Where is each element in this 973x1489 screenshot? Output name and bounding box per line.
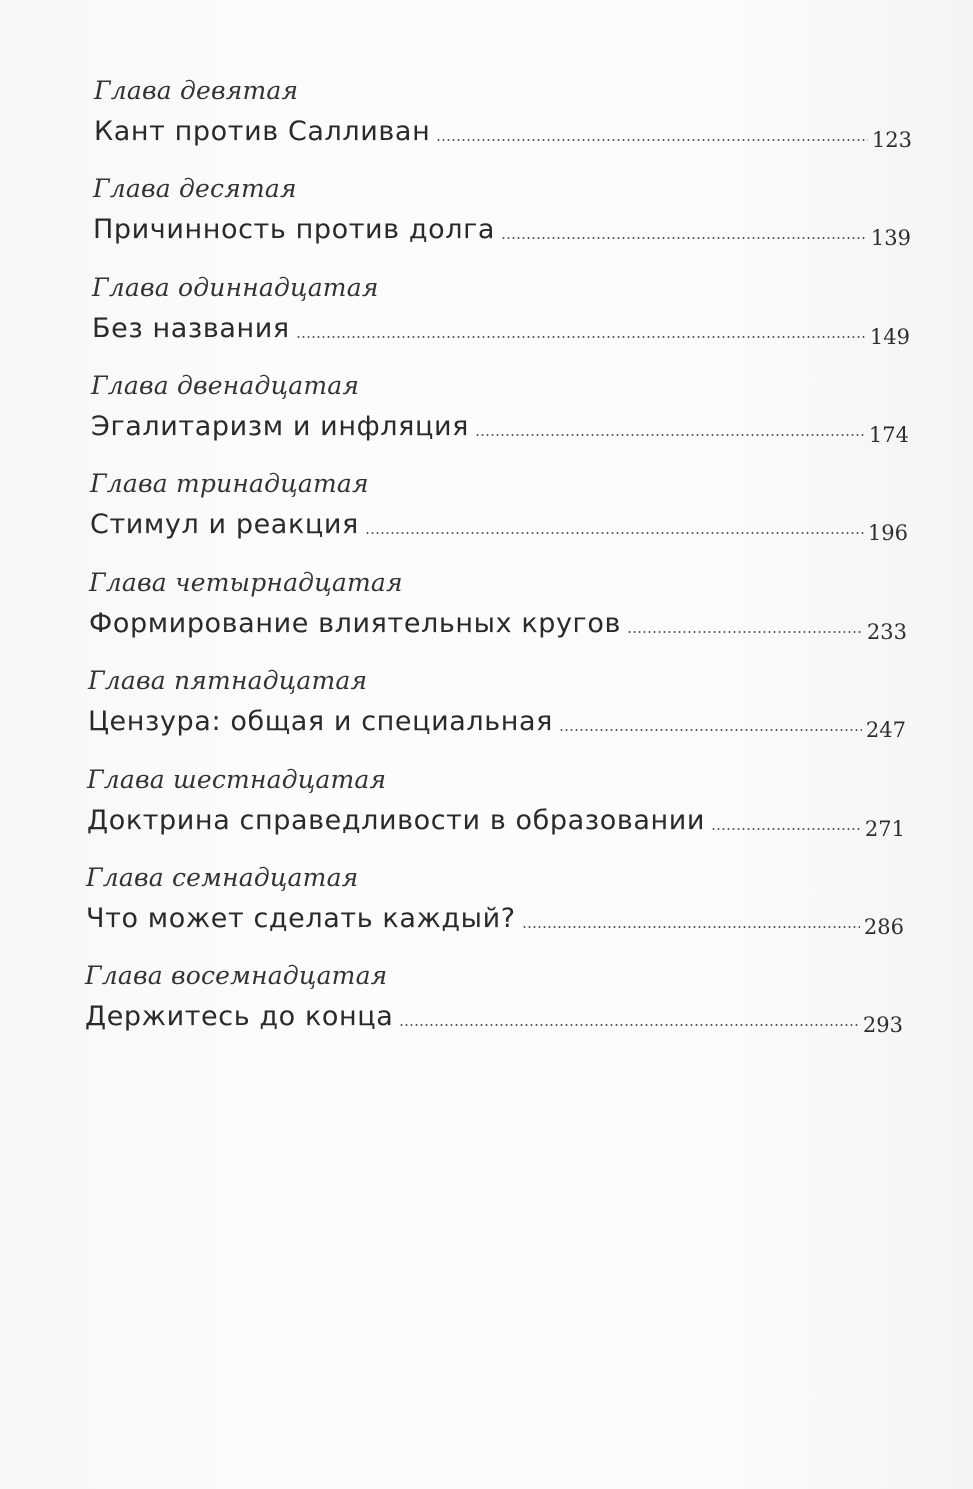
toc-title-line [88,700,906,740]
dot-leader [475,434,865,436]
toc-title-line [89,602,907,642]
toc-entry-16 [87,763,905,859]
toc-entry-10 [93,172,911,268]
toc-entry-13 [90,467,908,563]
toc-entry-9 [94,74,912,170]
page-number: 149 [869,325,910,349]
toc-title-line [94,110,912,150]
chapter-title: Цензура: общая и специальная [88,706,554,737]
chapter-title: Формирование влиятельных кругов [89,608,621,639]
toc-entry-14 [89,566,907,662]
toc-title-line [87,799,905,839]
page-number: 271 [864,817,905,841]
toc-entry-15 [88,664,906,760]
chapter-label: Глава пятнадцатая [88,666,368,695]
dot-leader [501,237,867,239]
chapter-title: Что может сделать каждый? [86,903,516,934]
chapter-label: Глава тринадцатая [90,469,369,498]
dot-leader [296,336,866,338]
toc-entry-11 [92,271,910,367]
chapter-label: Глава четырнадцатая [89,568,403,597]
dot-leader [436,139,868,141]
page-number: 196 [867,521,908,545]
toc-entry-17 [86,861,904,957]
chapter-label: Глава восемнадцатая [85,961,388,990]
toc-entry-18 [85,959,903,1055]
chapter-title: Доктрина справедливости в образовании [87,805,706,836]
chapter-title: Кант против Салливан [94,116,431,147]
page-number: 293 [862,1013,903,1037]
chapter-label: Глава девятая [94,76,299,105]
dot-leader [559,729,862,731]
page-number: 174 [868,423,909,447]
page-number: 139 [870,226,911,250]
page-number: 233 [866,620,907,644]
dot-leader [522,926,860,928]
chapter-label: Глава одиннадцатая [92,273,379,302]
dot-leader [399,1024,859,1026]
toc-title-line [93,208,911,248]
chapter-title: Стимул и реакция [90,509,359,540]
toc-title-line [91,405,909,445]
chapter-title: Эгалитаризм и инфляция [91,411,469,442]
page-number: 247 [865,718,906,742]
toc-title-line [92,307,910,347]
chapter-title: Без названия [92,313,290,344]
chapter-title: Держитесь до конца [85,1001,394,1032]
dot-leader [711,828,861,830]
toc-title-line [86,897,904,937]
page-number: 286 [863,915,904,939]
toc-entry-12 [91,369,909,465]
toc-title-line [85,995,903,1035]
dot-leader [627,631,863,633]
chapter-label: Глава семнадцатая [86,863,359,892]
dot-leader [365,532,864,534]
toc-title-line [90,503,908,543]
chapter-label: Глава двенадцатая [91,371,360,400]
chapter-label: Глава шестнадцатая [87,765,387,794]
page-number: 123 [871,128,912,152]
chapter-title: Причинность против долга [93,214,496,245]
chapter-label: Глава десятая [93,174,297,203]
